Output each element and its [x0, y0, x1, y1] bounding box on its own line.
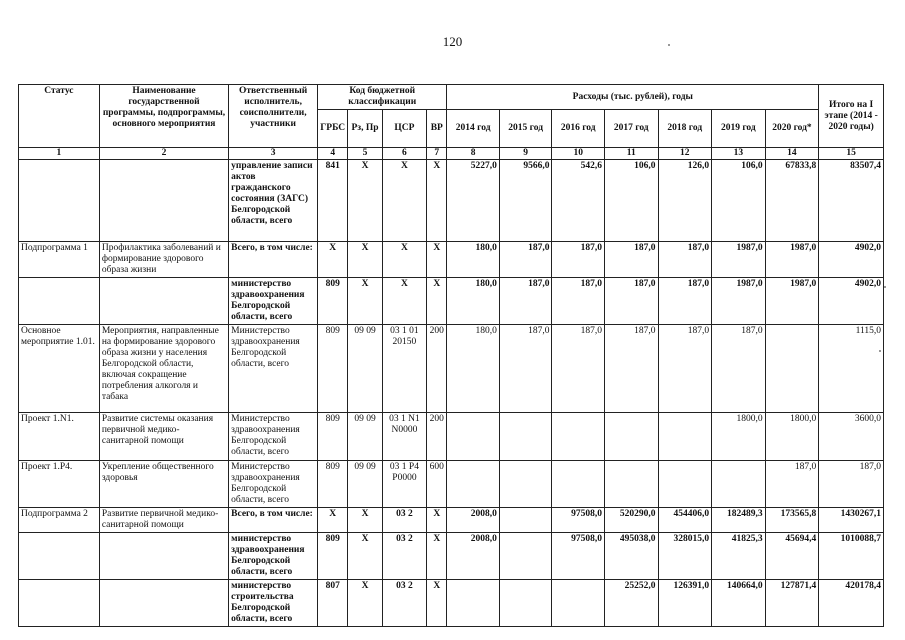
row-csr-cell: 03 1 P4 P0000	[382, 461, 426, 508]
row-value-cell: 180,0	[447, 325, 500, 413]
row-grbs-cell: X	[318, 508, 348, 533]
row-vr-cell: X	[427, 533, 447, 580]
row-value-cell: 97508,0	[552, 533, 605, 580]
column-number: 10	[552, 148, 605, 160]
row-value-cell	[499, 580, 552, 627]
row-value-cell	[447, 413, 500, 461]
row-value-cell: 1800,0	[712, 413, 766, 461]
row-csr-cell: 03 2	[382, 508, 426, 533]
column-number: 8	[447, 148, 500, 160]
header-csr: ЦСР	[382, 110, 426, 148]
row-grbs-cell: 809	[318, 533, 348, 580]
row-value-cell: 187,0	[552, 278, 605, 325]
column-number: 3	[229, 148, 318, 160]
page-number: 120	[442, 34, 463, 49]
row-value-cell: 495038,0	[604, 533, 658, 580]
row-name-cell: Профилактика заболеваний и формирование здорового образа жизни	[99, 242, 228, 278]
row-value-cell: 180,0	[447, 278, 500, 325]
row-value-cell: 542,6	[552, 160, 605, 242]
row-name-cell: Развитие системы оказания первичной медико-санитарной помощи	[99, 413, 228, 461]
row-total-cell: 420178,4	[819, 580, 884, 627]
row-value-cell: 1800,0	[765, 413, 819, 461]
row-value-cell: 1987,0	[712, 242, 766, 278]
row-name-cell	[99, 580, 228, 627]
row-value-cell: 2008,0	[447, 508, 500, 533]
row-executor-cell: Всего, в том числе:	[229, 242, 318, 278]
header-rzpr: Рз, Пр	[348, 110, 382, 148]
row-value-cell: 454406,0	[658, 508, 712, 533]
column-number: 5	[348, 148, 382, 160]
table-header	[19, 85, 884, 160]
column-number: 12	[658, 148, 712, 160]
budget-table	[18, 84, 884, 627]
row-value-cell: 25252,0	[604, 580, 658, 627]
row-grbs-cell: 809	[318, 461, 348, 508]
row-value-cell	[499, 413, 552, 461]
row-value-cell: 187,0	[552, 325, 605, 413]
column-numbers-row	[19, 148, 884, 160]
column-number: 13	[712, 148, 766, 160]
column-number: 11	[604, 148, 658, 160]
row-value-cell: 106,0	[712, 160, 766, 242]
header-year: 2016 год	[552, 110, 605, 148]
row-rzpr-cell: 09 09	[348, 325, 382, 413]
row-value-cell	[499, 508, 552, 533]
header-executor: Ответственный исполнитель, соисполнители, участники	[229, 85, 318, 148]
table-row	[19, 160, 884, 242]
row-grbs-cell: 809	[318, 325, 348, 413]
column-number: 2	[99, 148, 228, 160]
row-rzpr-cell: X	[348, 242, 382, 278]
table-row	[19, 461, 884, 508]
column-number: 1	[19, 148, 100, 160]
header-program: Наименование государственной программы, подпрограммы, основного мероприятия	[99, 85, 228, 148]
row-grbs-cell: 809	[318, 413, 348, 461]
row-grbs-cell: X	[318, 242, 348, 278]
scan-artifact	[879, 350, 881, 352]
row-name-cell	[99, 278, 228, 325]
row-name-cell	[99, 160, 228, 242]
row-value-cell: 41825,3	[712, 533, 766, 580]
row-csr-cell: 03 2	[382, 580, 426, 627]
row-value-cell: 126,0	[658, 160, 712, 242]
header-year: 2014 год	[447, 110, 500, 148]
row-vr-cell: 200	[427, 413, 447, 461]
row-value-cell: 106,0	[604, 160, 658, 242]
row-rzpr-cell: 09 09	[348, 413, 382, 461]
row-executor-cell: Министерство здравоохранения Белгородской области, всего	[229, 413, 318, 461]
row-value-cell: 187,0	[604, 325, 658, 413]
table-row	[19, 508, 884, 533]
column-number: 9	[499, 148, 552, 160]
header-year: 2015 год	[499, 110, 552, 148]
row-value-cell	[712, 461, 766, 508]
row-total-cell: 4902,0	[819, 278, 884, 325]
row-grbs-cell: 807	[318, 580, 348, 627]
row-csr-cell: X	[382, 160, 426, 242]
row-status-cell: Проект 1.N1.	[19, 413, 100, 461]
row-value-cell: 520290,0	[604, 508, 658, 533]
row-executor-cell: Всего, в том числе:	[229, 508, 318, 533]
row-executor-cell: Министерство здравоохранения Белгородской области, всего	[229, 461, 318, 508]
row-rzpr-cell: 09 09	[348, 461, 382, 508]
row-name-cell: Мероприятия, направленные на формирование здорового образа жизни у населения Белгородской области, включая сокращение потребления алкоголя и табака	[99, 325, 228, 413]
row-value-cell: 1987,0	[765, 278, 819, 325]
column-number: 14	[765, 148, 819, 160]
row-executor-cell: Министерство здравоохранения Белгородской области, всего	[229, 325, 318, 413]
row-status-cell	[19, 533, 100, 580]
column-number: 6	[382, 148, 426, 160]
row-value-cell: 187,0	[765, 461, 819, 508]
row-value-cell	[447, 580, 500, 627]
row-value-cell	[658, 461, 712, 508]
row-value-cell	[499, 461, 552, 508]
row-rzpr-cell: X	[348, 533, 382, 580]
row-value-cell: 187,0	[499, 242, 552, 278]
row-csr-cell: 03 1 01 20150	[382, 325, 426, 413]
row-executor-cell: министерство строительства Белгородской области, всего	[229, 580, 318, 627]
row-vr-cell: X	[427, 580, 447, 627]
row-value-cell	[499, 533, 552, 580]
row-executor-cell: министерство здравоохранения Белгородской области, всего	[229, 278, 318, 325]
row-vr-cell: 200	[427, 325, 447, 413]
header-total: Итого на I этапе (2014 - 2020 годы)	[819, 85, 884, 148]
row-csr-cell: 03 2	[382, 533, 426, 580]
column-number: 15	[819, 148, 884, 160]
row-value-cell	[552, 580, 605, 627]
header-year: 2017 год	[604, 110, 658, 148]
row-vr-cell: X	[427, 160, 447, 242]
row-value-cell: 140664,0	[712, 580, 766, 627]
row-value-cell: 187,0	[658, 278, 712, 325]
row-rzpr-cell: X	[348, 278, 382, 325]
table-row	[19, 580, 884, 627]
row-value-cell: 187,0	[604, 242, 658, 278]
row-value-cell: 187,0	[658, 325, 712, 413]
row-value-cell: 5227,0	[447, 160, 500, 242]
row-grbs-cell: 841	[318, 160, 348, 242]
row-total-cell: 83507,4	[819, 160, 884, 242]
row-value-cell: 67833,8	[765, 160, 819, 242]
row-value-cell: 45694,4	[765, 533, 819, 580]
row-value-cell: 187,0	[604, 278, 658, 325]
header-expenses: Расходы (тыс. рублей), годы	[447, 85, 819, 110]
header-vr: ВР	[427, 110, 447, 148]
column-number: 7	[427, 148, 447, 160]
row-status-cell	[19, 160, 100, 242]
row-total-cell: 4902,0	[819, 242, 884, 278]
row-value-cell	[658, 413, 712, 461]
row-status-cell: Проект 1.P4.	[19, 461, 100, 508]
table-row	[19, 533, 884, 580]
table-row	[19, 325, 884, 413]
row-value-cell: 9566,0	[499, 160, 552, 242]
row-total-cell: 1430267,1	[819, 508, 884, 533]
row-csr-cell: X	[382, 278, 426, 325]
row-value-cell: 328015,0	[658, 533, 712, 580]
row-rzpr-cell: X	[348, 508, 382, 533]
row-value-cell: 173565,8	[765, 508, 819, 533]
header-year: 2019 год	[712, 110, 766, 148]
row-value-cell: 97508,0	[552, 508, 605, 533]
row-vr-cell: X	[427, 278, 447, 325]
row-total-cell: 187,0	[819, 461, 884, 508]
row-status-cell	[19, 278, 100, 325]
row-value-cell	[552, 461, 605, 508]
row-grbs-cell: 809	[318, 278, 348, 325]
row-name-cell: Укрепление общественного здоровья	[99, 461, 228, 508]
row-csr-cell: 03 1 N1 N0000	[382, 413, 426, 461]
row-value-cell: 182489,3	[712, 508, 766, 533]
row-name-cell: Развитие первичной медико-санитарной помощи	[99, 508, 228, 533]
row-value-cell	[765, 325, 819, 413]
row-executor-cell: министерство здравоохранения Белгородской области, всего	[229, 533, 318, 580]
row-vr-cell: X	[427, 508, 447, 533]
row-value-cell: 187,0	[499, 278, 552, 325]
row-vr-cell: 600	[427, 461, 447, 508]
row-status-cell	[19, 580, 100, 627]
row-value-cell	[447, 461, 500, 508]
row-rzpr-cell: X	[348, 160, 382, 242]
row-status-cell: Основное мероприятие 1.01.	[19, 325, 100, 413]
scan-artifact	[668, 44, 670, 46]
row-name-cell	[99, 533, 228, 580]
row-value-cell	[604, 461, 658, 508]
row-value-cell: 126391,0	[658, 580, 712, 627]
row-value-cell: 1987,0	[712, 278, 766, 325]
table-row	[19, 278, 884, 325]
row-value-cell	[552, 413, 605, 461]
row-total-cell: 1115,0	[819, 325, 884, 413]
row-value-cell: 187,0	[712, 325, 766, 413]
row-rzpr-cell: X	[348, 580, 382, 627]
row-executor-cell: управление записи актов гражданского состояния (ЗАГС) Белгородской области, всего	[229, 160, 318, 242]
row-total-cell: 1010088,7	[819, 533, 884, 580]
row-csr-cell: X	[382, 242, 426, 278]
scan-artifact	[884, 286, 886, 288]
table-row	[19, 242, 884, 278]
row-value-cell: 187,0	[552, 242, 605, 278]
row-status-cell: Подпрограмма 2	[19, 508, 100, 533]
header-budget-code: Код бюджетной классификации	[318, 85, 447, 110]
header-year: 2018 год	[658, 110, 712, 148]
column-number: 4	[318, 148, 348, 160]
row-status-cell: Подпрограмма 1	[19, 242, 100, 278]
header-year: 2020 год*	[765, 110, 819, 148]
row-value-cell: 1987,0	[765, 242, 819, 278]
row-value-cell: 187,0	[499, 325, 552, 413]
row-value-cell: 127871,4	[765, 580, 819, 627]
row-value-cell: 187,0	[658, 242, 712, 278]
table-body	[19, 160, 884, 627]
row-vr-cell: X	[427, 242, 447, 278]
row-total-cell: 3600,0	[819, 413, 884, 461]
header-grbs: ГРБС	[318, 110, 348, 148]
header-status: Статус	[19, 85, 100, 148]
row-value-cell: 180,0	[447, 242, 500, 278]
row-value-cell	[604, 413, 658, 461]
row-value-cell: 2008,0	[447, 533, 500, 580]
table-row	[19, 413, 884, 461]
